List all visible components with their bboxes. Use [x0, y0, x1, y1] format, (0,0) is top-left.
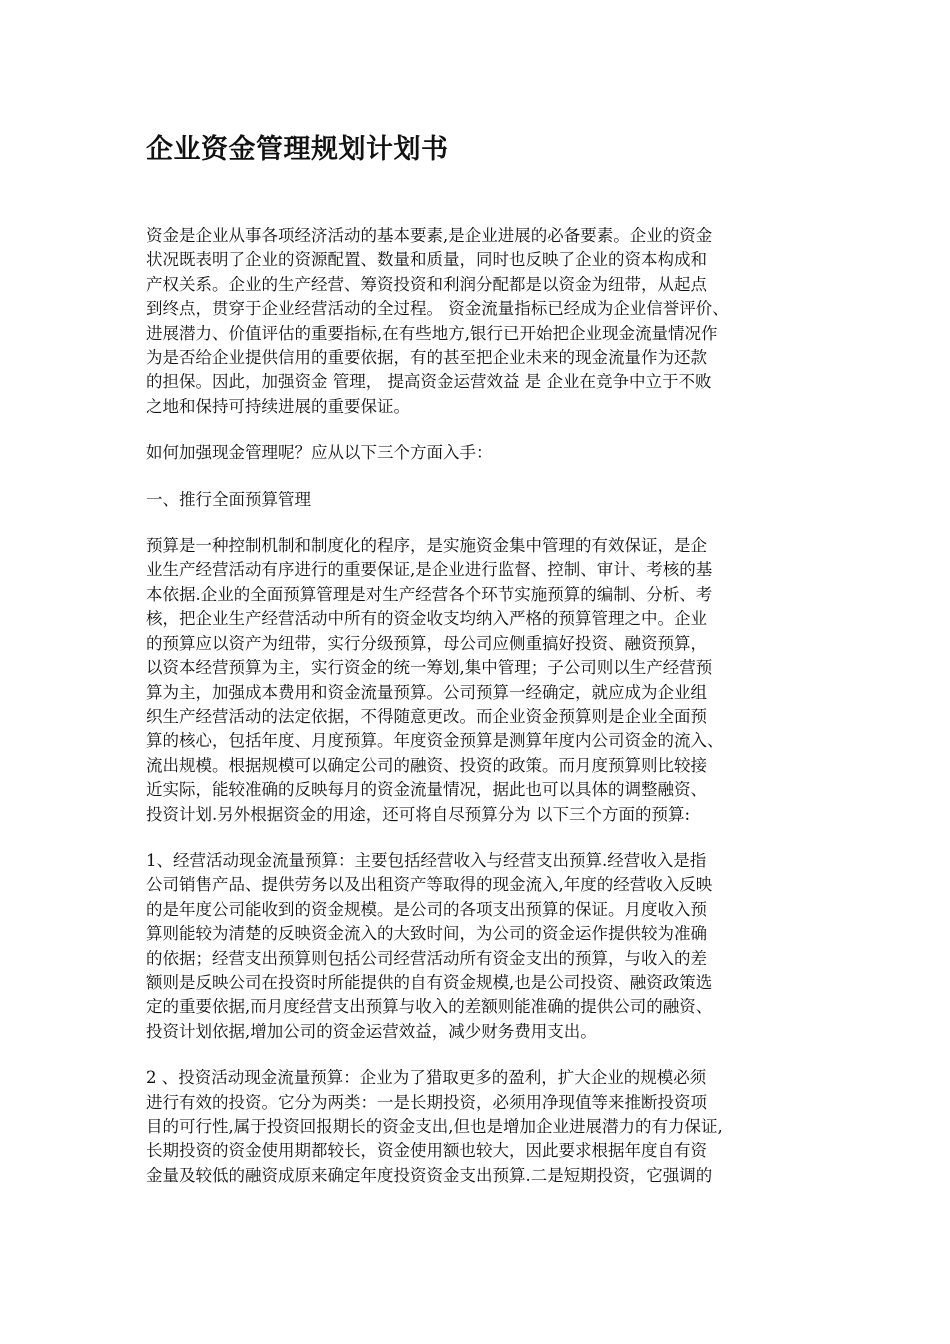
- paragraph-intro: [146, 224, 818, 419]
- text-line: 额则是反映公司在投资时所能提供的自有资金规模,也是公司投资、融资政策选: [146, 972, 713, 992]
- text-line: 核，把企业生产经营活动中所有的资金收支均纳入严格的预算管理之中。企业: [146, 609, 707, 629]
- text-line: 之地和保持可持续进展的重要保证。: [146, 396, 410, 416]
- text-line: 为是否给企业提供信用的重要依据，有的甚至把企业未来的现金流量作为还款: [146, 348, 707, 368]
- text-line: 业生产经营活动有序进行的重要保证,是企业进行监督、控制、审计、考核的基: [146, 560, 713, 580]
- text-line: 以资本经营预算为主，实行资金的统一筹划,集中管理；子公司则以生产经营预: [146, 658, 713, 678]
- section-heading: [146, 488, 818, 512]
- text-line: 金量及较低的融资成原来确定年度投资资金支出预算.二是短期投资，它强调的: [146, 1165, 713, 1185]
- text-line: 2 、投资活动现金流量预算：企业为了猎取更多的盈利，扩大企业的规模必须: [146, 1068, 707, 1088]
- text-line: 1、经营活动现金流量预算：主要包括经营收入与经营支出预算.经营收入是指: [146, 850, 707, 870]
- text-line: 进展潜力、价值评估的重要指标,在有些地方,银行已开始把企业现金流量情况作: [146, 323, 718, 343]
- text-line: 如何加强现金管理呢？应从以下三个方面入手：: [146, 443, 493, 463]
- text-line: 织生产经营活动的法定依据，不得随意更改。而企业资金预算则是企业全面预: [146, 706, 707, 726]
- text-line: 到终点，贯穿于企业经营活动的全过程。 资金流量指标已经成为企业信誉评价、: [146, 299, 729, 319]
- document-body: [146, 224, 818, 1210]
- text-line: 算为主，加强成本费用和资金流量预算。公司预算一经确定，就应成为企业组: [146, 682, 707, 702]
- paragraph-question: [146, 441, 818, 465]
- text-line: 近实际，能较准确的反映每月的资金流量情况，据此也可以具体的调整融资、: [146, 780, 707, 800]
- text-line: 流出规模。根据规模可以确定公司的融资、投资的政策。而月度预算则比较接: [146, 755, 707, 775]
- document-title: 企业资金管理规划计划书: [146, 134, 449, 165]
- text-line: 状况既表明了企业的资源配置、数量和质量，同时也反映了企业的资本构成和: [146, 250, 707, 270]
- text-line: 的担保。因此，加强资金 管理， 提高资金运营效益 是 企业在竞争中立于不败: [146, 372, 712, 392]
- text-line: 投资计划.另外根据资金的用途，还可将自尽预算分为 以下三个方面的预算:: [146, 804, 691, 824]
- text-line: 产权关系。企业的生产经营、筹资投资和利润分配都是以资金为纽带，从起点: [146, 274, 707, 294]
- text-line: 预算是一种控制机制和制度化的程序，是实施资金集中管理的有效保证，是企: [146, 536, 707, 556]
- paragraph-investing-cashflow: [146, 1066, 818, 1188]
- text-line: 算的核心，包括年度、月度预算。年度资金预算是测算年度内公司资金的流入、: [146, 731, 724, 751]
- paragraph-operating-cashflow: [146, 849, 818, 1044]
- text-line: 长期投资的资金使用期都较长，资金使用额也较大，因此要求根据年度自有资: [146, 1141, 707, 1161]
- text-line: 定的重要依据,而月度经营支出预算与收入的差额则能准确的提供公司的融资、: [146, 997, 713, 1017]
- text-line: 公司销售产品、提供劳务以及出租资产等取得的现金流入,年度的经营收入反映: [146, 875, 713, 895]
- text-line: 的预算应以资产为纽带，实行分级预算，母公司应侧重搞好投资、融资预算，: [146, 633, 707, 653]
- text-line: 的依据；经营支出预算则包括公司经营活动所有资金支出的预算，与收入的差: [146, 948, 707, 968]
- text-line: 本依据.企业的全面预算管理是对生产经营各个环节实施预算的编制、分析、考: [146, 584, 713, 604]
- text-line: 目的可行性,属于投资回报期长的资金支出,但也是增加企业进展潜力的有力保证,: [146, 1117, 723, 1136]
- text-line: 的是年度公司能收到的资金规模。是公司的各项支出预算的保证。月度收入预: [146, 899, 707, 919]
- text-line: 投资计划依据,增加公司的资金运营效益，减少财务费用支出。: [146, 1021, 597, 1041]
- paragraph-budget: [146, 534, 818, 827]
- text-line: 进行有效的投资。它分为两类：一是长期投资，必须用净现值等来推断投资项: [146, 1092, 707, 1112]
- text-line: 算则能较为清楚的反映资金流入的大致时间，为公司的资金运作提供较为准确: [146, 924, 707, 944]
- text-line: 资金是企业从事各项经济活动的基本要素,是企业进展的必备要素。企业的资金: [146, 226, 713, 245]
- text-line: 一、推行全面预算管理: [146, 489, 311, 509]
